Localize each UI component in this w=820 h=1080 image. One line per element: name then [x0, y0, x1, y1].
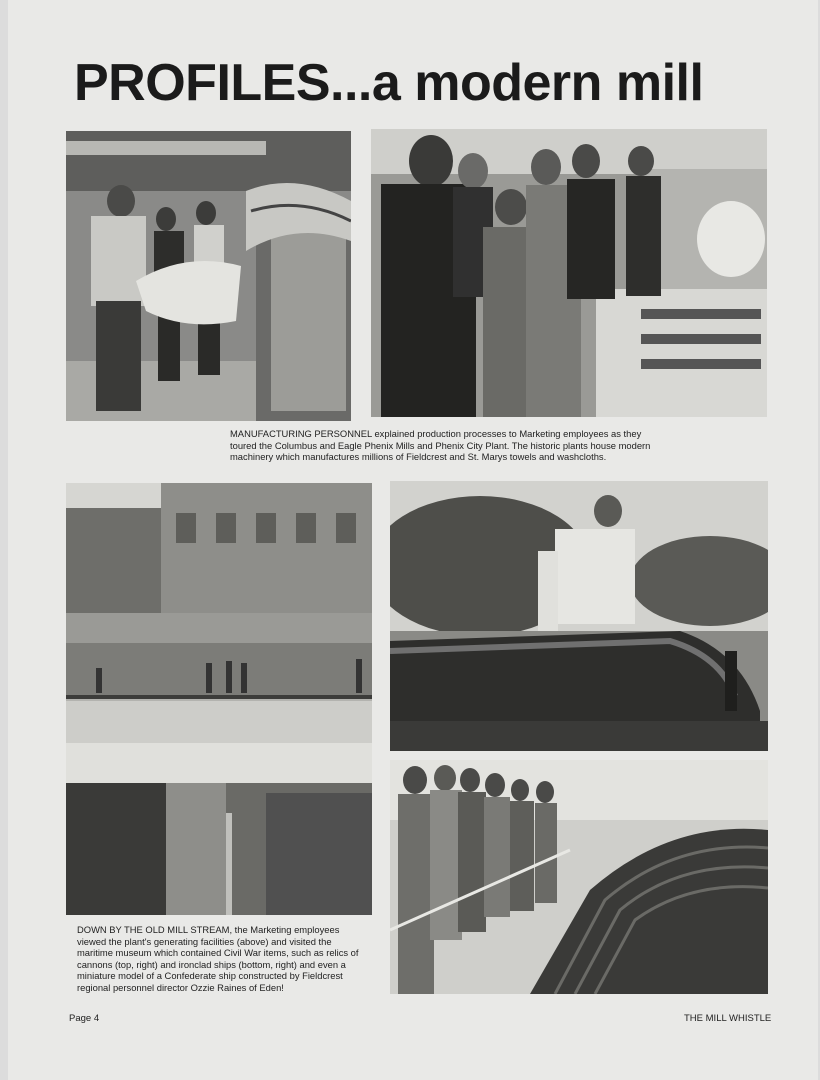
page-headline: PROFILES...a modern mill [74, 54, 704, 112]
photo-group-tour [371, 129, 767, 417]
caption-manufacturing: MANUFACTURING PERSONNEL explained production processes to Marketing employees as they toured the Columbus and Eagle Phenix Mills and Phenix City Plant. The historic plants house modern machinery which manufactures millions of Fieldcrest and St. Marys towels and washcloths. [230, 428, 651, 463]
page-number: Page 4 [69, 1013, 100, 1024]
publication-name: THE MILL WHISTLE [684, 1013, 772, 1024]
photo-old-mill-bridge [66, 483, 372, 915]
caption-old-mill-stream: DOWN BY THE OLD MILL STREAM, the Marketing employees viewed the plant's generating facilities (above) and visited the maritime museum which contained Civil War items, such as relics of cannons (top, right) and ironclad ships (bottom, right) and even a miniature model of a Confederate ship constructed by Fieldcrest regional personnel director Ozzie Raines of Eden! [77, 924, 359, 993]
photo-ironclad-ship [390, 760, 768, 994]
photo-cannon-relic [390, 481, 768, 751]
magazine-page [8, 0, 818, 1080]
photo-fabric-inspection [66, 131, 351, 421]
